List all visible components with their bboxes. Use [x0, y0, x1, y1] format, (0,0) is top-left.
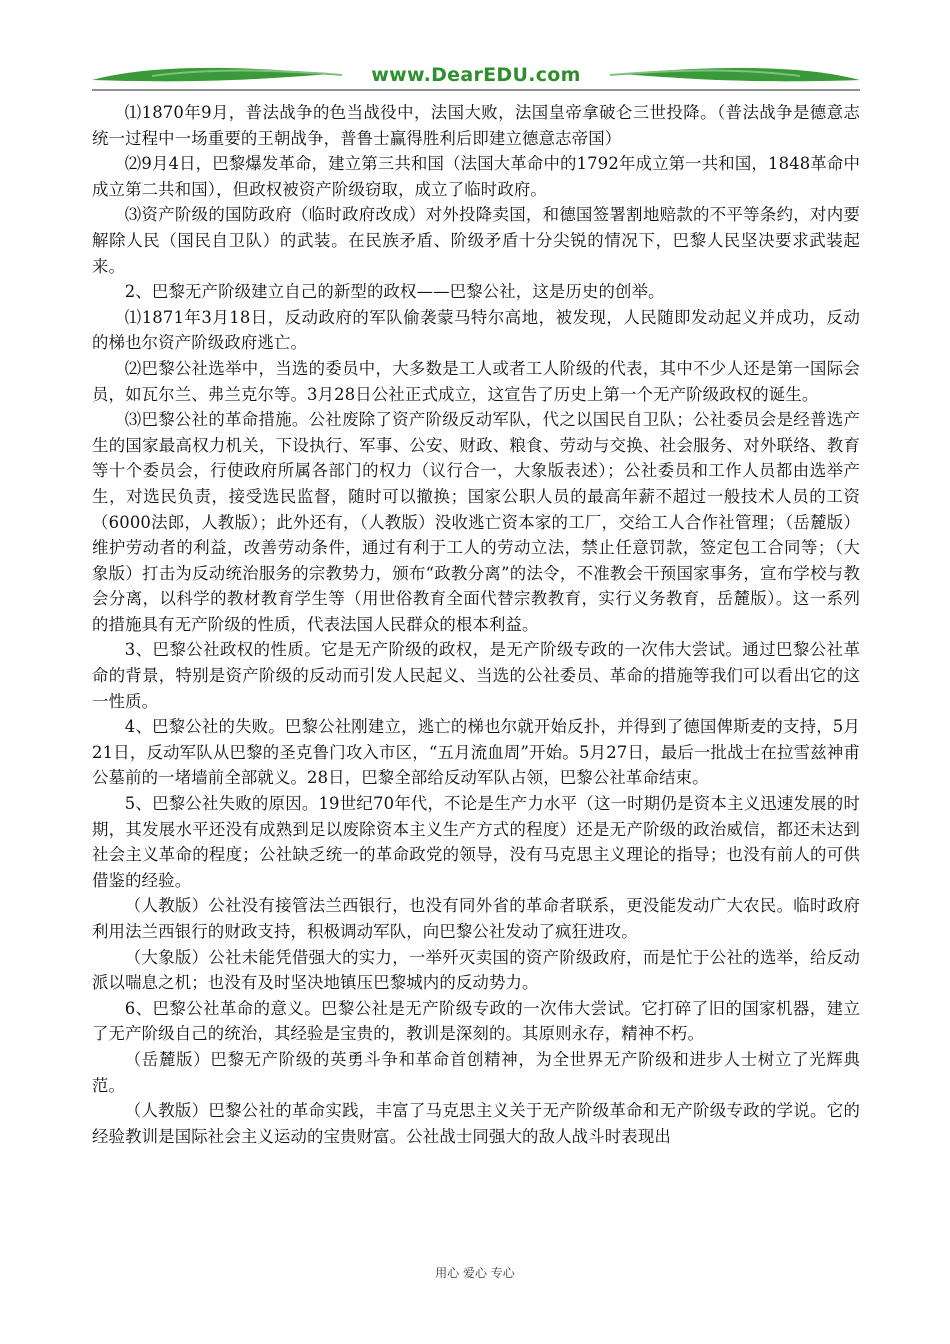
paragraph: ⑴1870年9月，普法战争的色当战役中，法国大败，法国皇帝拿破仑三世投降。（普法战争是德意志统一过程中一场重要的王朝战争，普鲁士赢得胜利后即建立德意志帝国） [92, 103, 860, 148]
section-heading: 3、巴黎公社政权的性质。它是无产阶级的政权，是无产阶级专政的一次伟大尝试。通过巴黎公社革命的背景，特别是资产阶级的反动而引发人民起义、当选的公社委员、革命的措施等我们可以看出它的这一性质。 [92, 640, 860, 711]
paragraph: ⑶资产阶级的国防政府（临时政府改成）对外投降卖国，和德国签署割地赔款的不平等条约，对内要解除人民（国民自卫队）的武装。在民族矛盾、阶级矛盾十分尖锐的情况下，巴黎人民坚决要求武装起来。 [92, 205, 860, 276]
site-logo-text: www.DearEDU.com [371, 64, 581, 86]
section-heading: 6、巴黎公社革命的意义。巴黎公社是无产阶级专政的一次伟大尝试。它打碎了旧的国家机器，建立了无产阶级自己的统治，其经验是宝贵的，教训是深刻的。其原则永存，精神不朽。 [92, 998, 860, 1044]
page-footer: 用心 爱心 专心 [435, 1266, 515, 1280]
section-heading: 5、巴黎公社失败的原因。19世纪70年代，不论是生产力水平（这一时期仍是资本主义迅速发展的时期，其发展水平还没有成熟到足以废除资本主义生产方式的程度）还是无产阶级的政治威信，都还未达到社会主义革命的程度；公社缺乏统一的革命政党的领导，没有马克思主义理论的指导；也没有前人的可供借鉴的经验。 [92, 794, 860, 890]
paragraph: ⑴1871年3月18日，反动政府的军队偷袭蒙马特尔高地，被发现，人民随即发动起义并成功，反动的梯也尔资产阶级政府逃亡。 [92, 307, 860, 353]
paragraph: （人教版）公社没有接管法兰西银行，也没有同外省的革命者联系，更没能发动广大农民。临时政府利用法兰西银行的财政支持，积极调动军队，向巴黎公社发动了疯狂进攻。 [92, 896, 860, 941]
paragraph: （人教版）巴黎公社的革命实践，丰富了马克思主义关于无产阶级革命和无产阶级专政的学说。它的经验教训是国际社会主义运动的宝贵财富。公社战士同强大的敌人战斗时表现出 [92, 1101, 860, 1146]
paragraph: ⑶巴黎公社的革命措施。公社废除了资产阶级反动军队，代之以国民自卫队；公社委员会是经普选产生的国家最高权力机关，下设执行、军事、公安、财政、粮食、劳动与交换、社会服务、对外联络、教育等十个委员会，行使政府所属各部门的权力（议行合一，大象版表述）；公社委员和工作人员都由选举产生，对选民负责，接受选民监督，随时可以撤换；国家公职人员的最高年薪不超过一般技术人员的工资（6000法郎，人教版）；此外还有，（人教版）没收逃亡资本家的工厂，交给工人合作社管理；（岳麓版）维护劳动者的利益，改善劳动条件，通过有利于工人的劳动立法，禁止任意罚款，签定包工合同等；（大象版）打击为反动统治服务的宗教势力，颁布“政教分离”的法令，不准教会干预国家事务，宣布学校与教会分离，以科学的教材教育学生等（用世俗教育全面代替宗教教育，实行义务教育，岳麓版）。这一系列的措施具有无产阶级的性质，代表法国人民群众的根本利益。 [92, 410, 860, 634]
paragraph: （大象版）公社未能凭借强大的实力，一举歼灭卖国的资产阶级政府，而是忙于公社的选举，给反动派以喘息之机；也没有及时坚决地镇压巴黎城内的反动势力。 [92, 947, 860, 993]
paragraph: ⑵巴黎公社选举中，当选的委员中，大多数是工人或者工人阶级的代表，其中不少人还是第一国际会员，如瓦尔兰、弗兰克尔等。3月28日公社正式成立，这宣告了历史上第一个无产阶级政权的诞生。 [92, 358, 860, 404]
page-header [92, 58, 860, 92]
document-body [92, 100, 860, 1149]
paragraph: （岳麓版）巴黎无产阶级的英勇斗争和革命首创精神，为全世界无产阶级和进步人士树立了光辉典范。 [92, 1049, 860, 1095]
section-heading: 2、巴黎无产阶级建立自己的新型的政权——巴黎公社，这是历史的创举。 [124, 282, 665, 302]
paragraph: ⑵9月4日，巴黎爆发革命，建立第三共和国（法国大革命中的1792年成立第一共和国，1848革命中成立第二共和国），但政权被资产阶级窃取，成立了临时政府。 [92, 154, 860, 199]
section-heading: 4、巴黎公社的失败。巴黎公社刚建立，逃亡的梯也尔就开始反扑，并得到了德国俾斯麦的支持，5月21日，反动军队从巴黎的圣克鲁门攻入市区，“五月流血周”开始。5月27日，最后一批战士在拉雪兹神甫公墓前的一堵墙前全部就义。28日，巴黎全部给反动军队占领，巴黎公社革命结束。 [92, 717, 860, 788]
